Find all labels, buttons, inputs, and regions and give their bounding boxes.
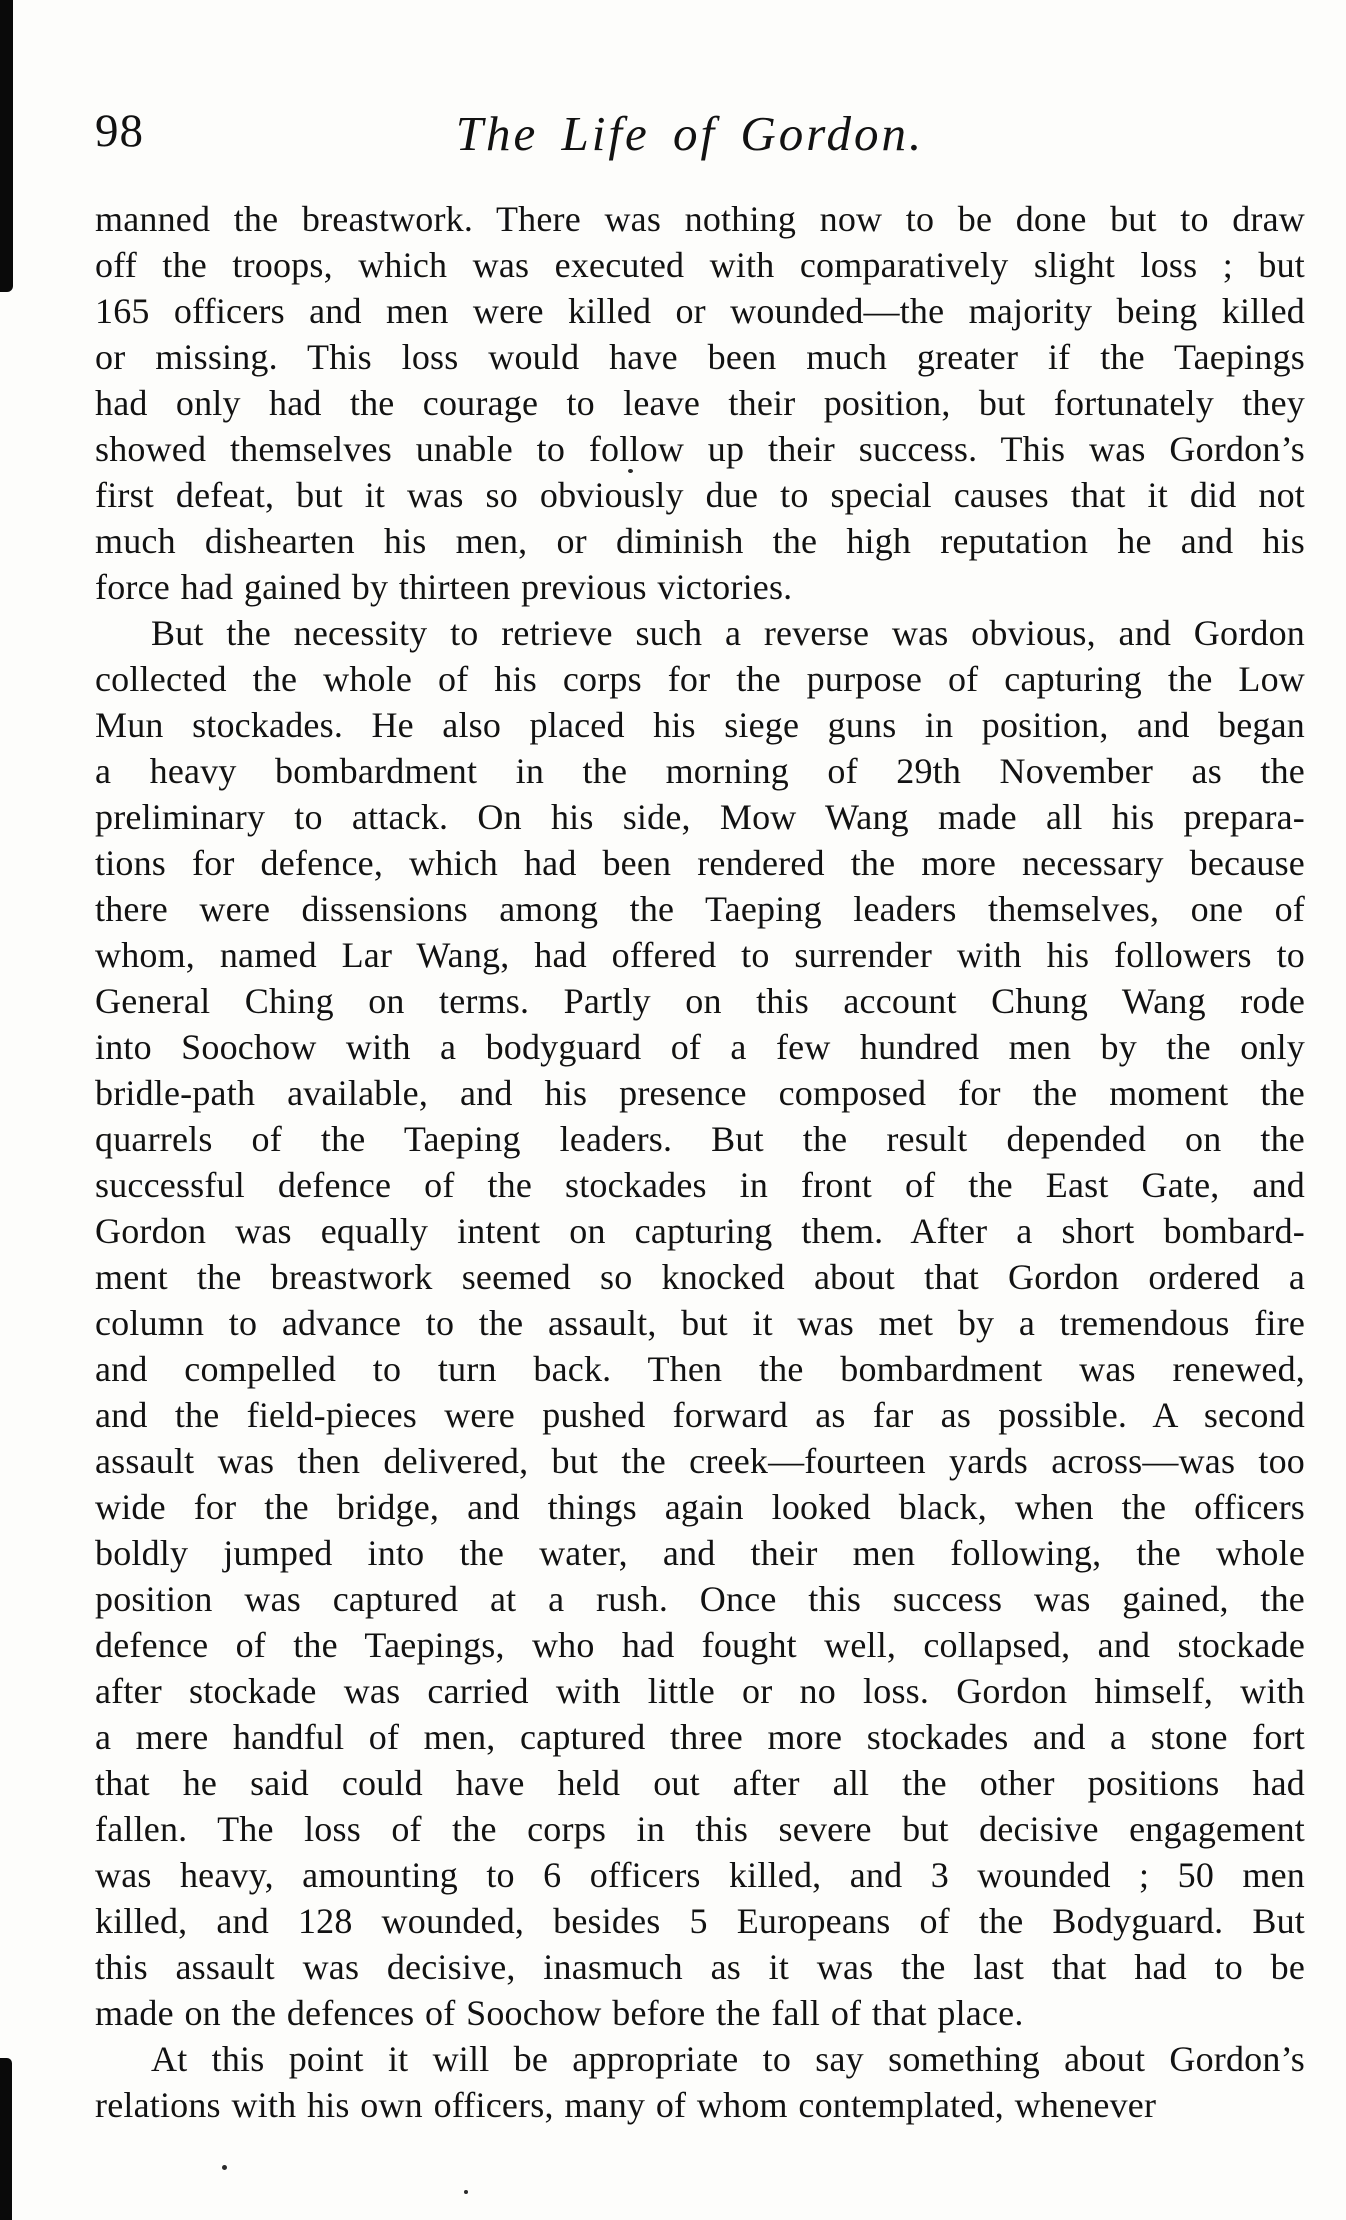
page-header — [95, 84, 1305, 164]
text-line: this assault was decisive, inasmuch as it was the last that had to be — [95, 1947, 1305, 1987]
text-line: after stockade was carried with little or no loss. Gordon himself, with — [95, 1671, 1305, 1711]
text-line: assault was then delivered, but the creek—fourteen yards across—was too — [95, 1441, 1305, 1481]
text-line: much dishearten his men, or diminish the high reputation he and his — [95, 521, 1305, 561]
text-line: Gordon was equally intent on capturing them. After a short bombard- — [95, 1211, 1305, 1251]
text-line: showed themselves unable to follow up their success. This was Gordon’s — [95, 429, 1305, 469]
text-line: force had gained by thirteen previous victories. — [95, 567, 793, 607]
text-line: and the field-pieces were pushed forward as far as possible. A second — [95, 1395, 1305, 1435]
running-head-title: The Life of Gordon. — [455, 106, 925, 161]
text-line: boldly jumped into the water, and their men following, the whole — [95, 1533, 1305, 1573]
text-line: General Ching on terms. Partly on this account Chung Wang rode — [95, 981, 1305, 1021]
paragraph — [95, 610, 1305, 2036]
text-block — [95, 196, 1305, 2128]
text-line: whom, named Lar Wang, had offered to surrender with his followers to — [95, 935, 1305, 975]
text-line: there were dissensions among the Taeping leaders themselves, one of — [95, 889, 1305, 929]
text-line: preliminary to attack. On his side, Mow Wang made all his prepara- — [95, 797, 1305, 837]
paragraph — [95, 196, 1305, 610]
text-line: tions for defence, which had been rendered the more necessary because — [95, 843, 1305, 883]
text-line: But the necessity to retrieve such a reverse was obvious, and Gordon — [151, 613, 1305, 653]
text-line: that he said could have held out after all the other positions had — [95, 1763, 1305, 1803]
paragraph — [95, 2036, 1305, 2128]
text-line: column to advance to the assault, but it was met by a tremendous fire — [95, 1303, 1305, 1343]
text-line: quarrels of the Taeping leaders. But the result depended on the — [95, 1119, 1305, 1159]
scan-edge-artifact-bottom-left — [0, 2058, 12, 2220]
text-line: off the troops, which was executed with comparatively slight loss ; but — [95, 245, 1305, 285]
scan-edge-artifact-top-left — [0, 0, 13, 292]
text-line: manned the breastwork. There was nothing now to be done but to draw — [95, 199, 1305, 239]
text-line: made on the defences of Soochow before the fall of that place. — [95, 1993, 1024, 2033]
ink-speck — [464, 2190, 468, 2194]
text-line: successful defence of the stockades in front of the East Gate, and — [95, 1165, 1305, 1205]
text-line: a heavy bombardment in the morning of 29th November as the — [95, 751, 1305, 791]
text-line: had only had the courage to leave their position, but fortunately they — [95, 383, 1305, 423]
text-line: killed, and 128 wounded, besides 5 Europeans of the Bodyguard. But — [95, 1901, 1305, 1941]
text-line: ment the breastwork seemed so knocked about that Gordon ordered a — [95, 1257, 1305, 1297]
text-line: defence of the Taepings, who had fought well, collapsed, and stockade — [95, 1625, 1305, 1665]
text-line: bridle-path available, and his presence composed for the moment the — [95, 1073, 1305, 1113]
text-line: Mun stockades. He also placed his siege guns in position, and began — [95, 705, 1305, 745]
text-line: position was captured at a rush. Once this success was gained, the — [95, 1579, 1305, 1619]
text-line: into Soochow with a bodyguard of a few hundred men by the only — [95, 1027, 1305, 1067]
text-line: or missing. This loss would have been much greater if the Taepings — [95, 337, 1305, 377]
text-line: 165 officers and men were killed or wounded—the majority being killed — [95, 291, 1305, 331]
text-line: a mere handful of men, captured three more stockades and a stone fort — [95, 1717, 1305, 1757]
text-line: fallen. The loss of the corps in this severe but decisive engagement — [95, 1809, 1305, 1849]
page-number: 98 — [95, 105, 144, 157]
ink-speck — [628, 469, 633, 473]
text-line: wide for the bridge, and things again looked black, when the officers — [95, 1487, 1305, 1527]
text-line: At this point it will be appropriate to say something about Gordon’s — [151, 2039, 1305, 2079]
text-line: and compelled to turn back. Then the bombardment was renewed, — [95, 1349, 1305, 1389]
text-line: collected the whole of his corps for the purpose of capturing the Low — [95, 659, 1305, 699]
text-line: first defeat, but it was so obviously due to special causes that it did not — [95, 475, 1305, 515]
text-line: was heavy, amounting to 6 officers killed, and 3 wounded ; 50 men — [95, 1855, 1305, 1895]
ink-speck — [222, 2165, 227, 2170]
text-line: relations with his own officers, many of whom contemplated, whenever — [95, 2085, 1157, 2125]
